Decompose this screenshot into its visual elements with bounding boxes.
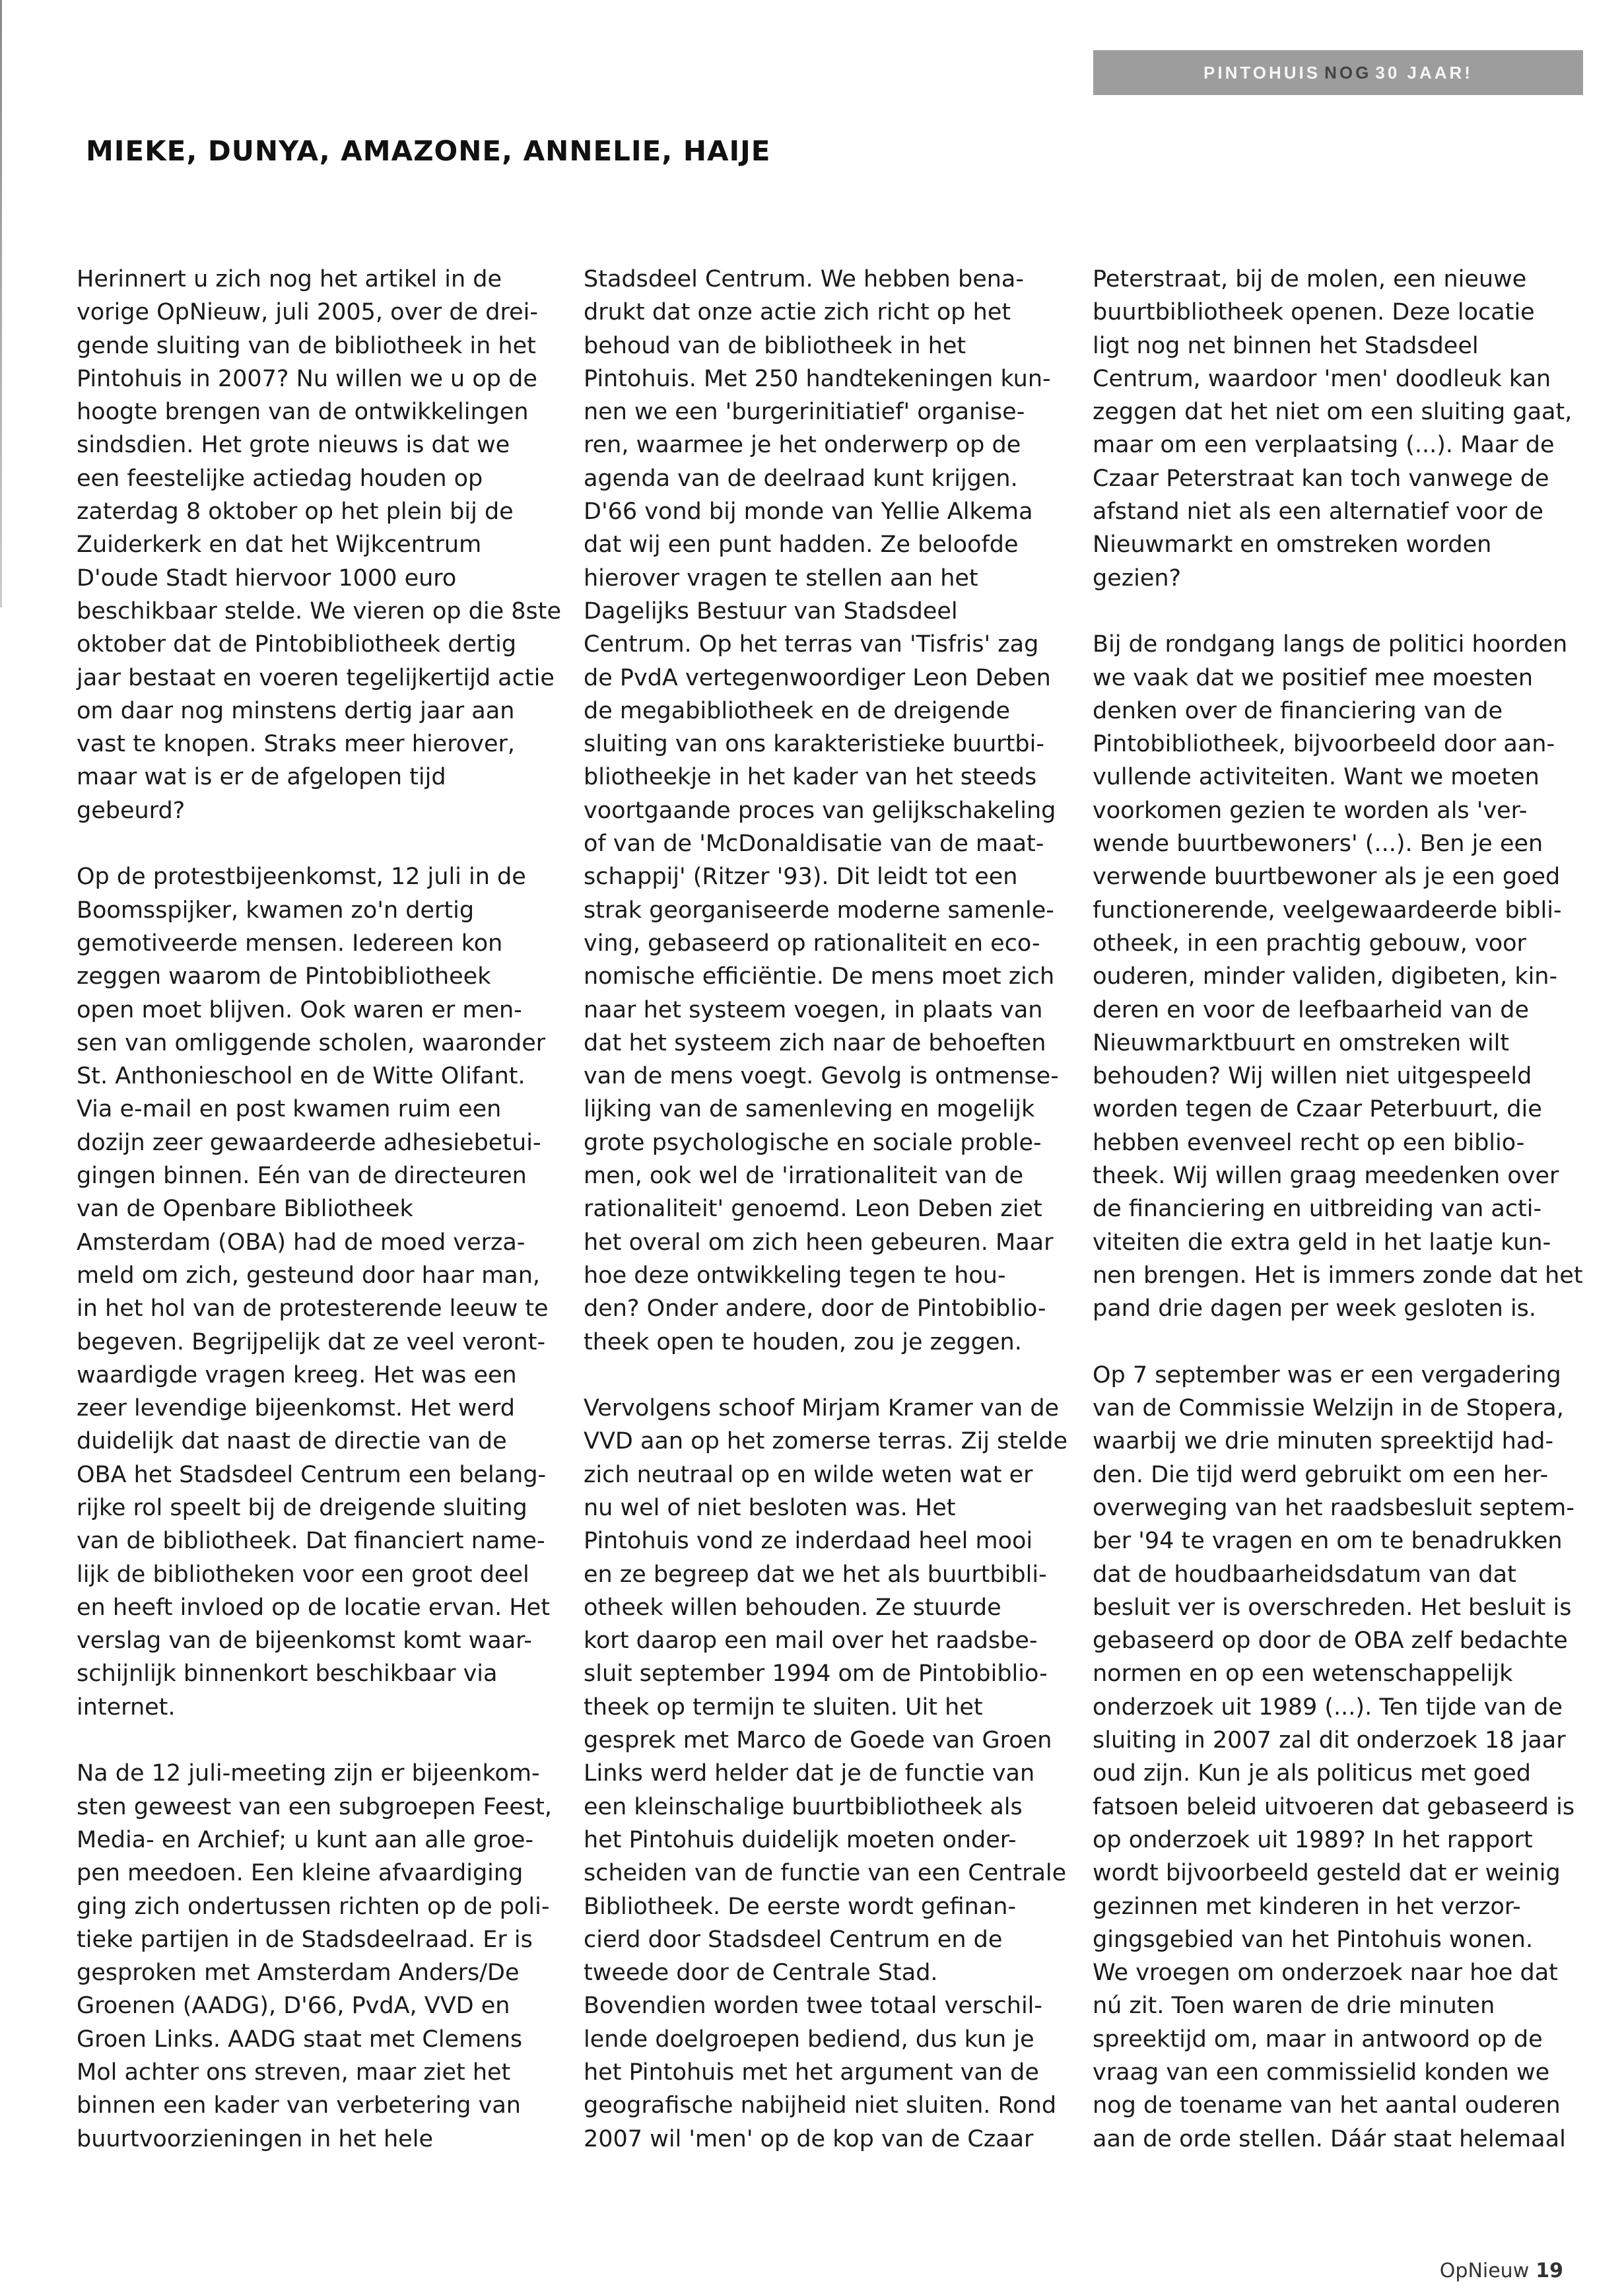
body-text-line: gezinnen met kinderen in het verzor-: [1093, 1893, 1521, 1920]
body-text-line: naar het systeem voegen, in plaats van: [584, 996, 1043, 1023]
body-text-line: Nieuwmarktbuurt en omstreken wilt: [1093, 1029, 1510, 1056]
article-title: MIEKE, DUNYA, AMAZONE, ANNELIE, HAIJE: [86, 135, 771, 167]
body-text-line: Groen Links. AADG staat met Clemens: [77, 2026, 523, 2053]
body-text-line: oud zijn. Kun je als politicus met goed: [1093, 1760, 1531, 1787]
body-text-line: agenda van de deelraad kunt krijgen.: [584, 465, 1018, 492]
body-text-line: Bovendien worden twee totaal verschil-: [584, 1993, 1043, 2020]
body-text-line: of van de 'McDonaldisatie van de maat-: [584, 831, 1044, 858]
body-text-line: We vroegen om onderzoek naar hoe dat: [1093, 1960, 1558, 1987]
body-text-line: nog de toename van het aantal ouderen: [1093, 2092, 1561, 2119]
body-text-line: sen van omliggende scholen, waaronder: [77, 1029, 546, 1056]
body-text-line: sindsdien. Het grote nieuws is dat we: [77, 432, 510, 459]
body-text-line: overweging van het raadsbesluit septem-: [1093, 1494, 1574, 1521]
body-text-line: ren, waarmee je het onderwerp op de: [584, 432, 1021, 459]
body-text-line: Pintobibliotheek, bijvoorbeeld door aan-: [1093, 731, 1555, 758]
body-text-line: scheiden van de functie van een Centrale: [584, 1860, 1067, 1887]
body-text-line: afstand niet als een alternatief voor de: [1093, 498, 1543, 526]
body-text-line: besluit ver is overschreden. Het besluit is: [1093, 1594, 1572, 1621]
body-text-line: Na de 12 juli-meeting zijn er bijeenkom-: [77, 1760, 540, 1787]
body-text-line: jaar bestaat en voeren tegelijkertijd actie: [77, 664, 555, 691]
section-banner-part2: 30 JAAR!: [1375, 62, 1473, 83]
body-text-line: Groenen (AADG), D'66, PvdA, VVD en: [77, 1993, 510, 2020]
body-text-line: schijnlijk binnenkort beschikbaar via: [77, 1660, 498, 1688]
section-banner-part1: PINTOHUIS: [1203, 62, 1321, 83]
body-text-line: duidelijk dat naast de directie van de: [77, 1428, 507, 1455]
body-text-line: nen brengen. Het is immers zonde dat het: [1093, 1262, 1583, 1289]
body-text-line: hoogte brengen van de ontwikkelingen: [77, 399, 529, 426]
body-text-line: wende buurtbewoners' (...). Ben je een: [1093, 831, 1543, 858]
body-text-line: St. Anthonieschool en de Witte Olifant.: [77, 1063, 525, 1090]
body-text-line: otheek willen behouden. Ze stuurde: [584, 1594, 1001, 1621]
body-text-line: in het hol van de protesterende leeuw te: [77, 1295, 549, 1322]
body-text-line: pen meedoen. Een kleine afvaardiging: [77, 1860, 524, 1887]
body-text-line: vast te knopen. Straks meer hierover,: [77, 731, 515, 758]
body-text-line: Czaar Peterstraat kan toch vanwege de: [1093, 465, 1549, 492]
body-text-line: sluiting van ons karakteristieke buurtbi-: [584, 731, 1045, 758]
body-text-line: strak georganiseerde moderne samenle-: [584, 897, 1054, 924]
body-text-line: hoe deze ontwikkeling tegen te hou-: [584, 1262, 1006, 1289]
body-text-line: grote psychologische en sociale proble-: [584, 1129, 1042, 1156]
paragraph-gap: [1093, 1326, 1581, 1359]
body-text-line: nu wel of niet besloten was. Het: [584, 1494, 956, 1521]
body-text-line: en heeft invloed op de locatie ervan. Het: [77, 1594, 550, 1621]
paragraph-gap: [77, 1724, 565, 1757]
body-text-line: Nieuwmarkt en omstreken worden: [1093, 531, 1492, 559]
body-text-line: het Pintohuis duidelijk moeten onder-: [584, 1826, 1017, 1853]
body-text-line: vorige OpNieuw, juli 2005, over de drei-: [77, 299, 538, 326]
body-text-line: vullende activiteiten. Want we moeten: [1093, 764, 1539, 791]
body-text-line: Stadsdeel Centrum. We hebben bena-: [584, 266, 1024, 292]
body-text-line: een feestelijke actiedag houden op: [77, 465, 483, 492]
body-text-line: nomische efficiëntie. De mens moet zich: [584, 963, 1055, 990]
body-text-line: ving, gebaseerd op rationaliteit en eco-: [584, 930, 1040, 957]
body-text-line: fatsoen beleid uitvoeren dat gebaseerd is: [1093, 1793, 1575, 1820]
body-text-line: Centrum. Op het terras van 'Tisfris' zag: [584, 631, 1039, 658]
paragraph-gap: [77, 827, 565, 860]
body-text-line: op onderzoek uit 1989? In het rapport: [1093, 1826, 1533, 1853]
body-text-line: theek. Wij willen graag meedenken over: [1093, 1163, 1559, 1190]
body-text-line: open moet blijven. Ook waren er men-: [77, 996, 522, 1023]
body-text-line: het overal om zich heen gebeuren. Maar: [584, 1229, 1054, 1256]
body-text-line: buurtvoorzieningen in het hele: [77, 2125, 433, 2152]
body-text-line: begeven. Begrijpelijk dat ze veel veront-: [77, 1328, 546, 1355]
body-text-line: maar om een verplaatsing (...). Maar de: [1093, 432, 1555, 459]
body-text-line: Links werd helder dat je de functie van: [584, 1760, 1035, 1787]
body-text-line: Media- en Archief; u kunt aan alle groe-: [77, 1826, 534, 1853]
body-text-line: de megabibliotheek en de dreigende: [584, 697, 1011, 724]
body-text-line: rijke rol speelt bij de dreigende sluiting: [77, 1494, 527, 1521]
body-text-line: de financiering en uitbreiding van acti-: [1093, 1196, 1542, 1223]
paragraph-gap: [1093, 595, 1581, 628]
body-text-line: behoud van de bibliotheek in het: [584, 332, 966, 359]
body-text-line: spreektijd om, maar in antwoord op de: [1093, 2026, 1543, 2053]
body-text-line: bliotheekje in het kader van het steeds: [584, 764, 1037, 791]
body-text-line: gezien?: [1093, 565, 1182, 592]
body-text-line: functionerende, veelgewaardeerde bibli-: [1093, 897, 1562, 924]
body-text-line: van de bibliotheek. Dat financiert name-: [77, 1528, 545, 1555]
page-number: 19: [1536, 2259, 1563, 2282]
body-text-line: D'66 vond bij monde van Yellie Alkema: [584, 498, 1033, 526]
body-text-line: Boomsspijker, kwamen zo'n dertig: [77, 897, 475, 924]
body-text-line: van de Commissie Welzijn in de Stopera,: [1093, 1395, 1564, 1422]
body-text-line: oktober dat de Pintobibliotheek dertig: [77, 631, 517, 658]
body-text-line: ouderen, minder validen, digibeten, kin-: [1093, 963, 1558, 990]
section-banner: [1093, 50, 1583, 95]
body-text-line: worden tegen de Czaar Peterbuurt, die: [1093, 1096, 1542, 1123]
body-text-line: buurtbibliotheek openen. Deze locatie: [1093, 299, 1535, 326]
body-text-line: deren en voor de leefbaarheid van de: [1093, 996, 1529, 1023]
body-text-line: schappij' (Ritzer '93). Dit leidt tot een: [584, 864, 1018, 891]
body-text-line: zaterdag 8 oktober op het plein bij de: [77, 498, 514, 526]
body-text-line: hebben evenveel recht op een biblio-: [1093, 1129, 1525, 1156]
body-text-line: de PvdA vertegenwoordiger Leon Deben: [584, 664, 1051, 691]
body-text-line: sluiting in 2007 zal dit onderzoek 18 jaar: [1093, 1727, 1566, 1754]
body-text-line: binnen een kader van verbetering van: [77, 2092, 521, 2119]
body-text-line: 2007 wil 'men' op de kop van de Czaar: [584, 2125, 1034, 2152]
body-text-line: den? Onder andere, door de Pintobiblio-: [584, 1295, 1046, 1322]
body-text-line: voortgaande proces van gelijkschakeling: [584, 797, 1056, 824]
page-footer: [1440, 2259, 1563, 2282]
body-text-line: otheek, in een prachtig gebouw, voor: [1093, 930, 1526, 957]
body-text-line: cierd door Stadsdeel Centrum en de: [584, 1926, 1003, 1953]
body-text-line: tweede door de Centrale Stad.: [584, 1960, 938, 1987]
body-text-line: rationaliteit' genoemd. Leon Deben ziet: [584, 1196, 1042, 1223]
body-text-line: gingen binnen. Eén van de directeuren: [77, 1163, 527, 1190]
body-text-line: Peterstraat, bij de molen, een nieuwe: [1093, 266, 1527, 292]
body-text-line: viteiten die extra geld in het laatje kun-: [1093, 1229, 1551, 1256]
body-text-line: kort daarop een mail over het raadsbe-: [584, 1627, 1038, 1655]
body-text-line: we vaak dat we positief mee moesten: [1093, 664, 1534, 691]
body-text-line: voorkomen gezien te worden als 'ver-: [1093, 797, 1528, 824]
body-text-line: meld om zich, gesteund door haar man,: [77, 1262, 541, 1289]
body-text-line: den. Die tijd werd gebruikt om een her-: [1093, 1461, 1549, 1488]
body-text-line: aan de orde stellen. Dáár staat helemaal: [1093, 2125, 1566, 2152]
paragraph-gap: [584, 1359, 1072, 1392]
body-text-line: OBA het Stadsdeel Centrum een belang-: [77, 1461, 547, 1488]
body-text-line: gende sluiting van de bibliotheek in het: [77, 332, 536, 359]
scan-margin-mark: [0, 0, 2, 607]
body-text-line: VVD aan op het zomerse terras. Zij stelde: [584, 1428, 1068, 1455]
body-text-line: ging zich ondertussen richten op de poli-: [77, 1893, 550, 1920]
body-text-line: Op 7 september was er een vergadering: [1093, 1361, 1561, 1388]
body-text-line: Zuiderkerk en dat het Wijkcentrum: [77, 531, 482, 559]
body-text-line: dat de houdbaarheidsdatum van dat: [1093, 1561, 1516, 1588]
body-text-line: waarbij we drie minuten spreektijd had-: [1093, 1428, 1554, 1455]
body-text-line: theek op termijn te sluiten. Uit het: [584, 1694, 983, 1721]
body-text-line: waardigde vragen kreeg. Het was een: [77, 1361, 517, 1388]
body-text-line: internet.: [77, 1694, 176, 1721]
body-text-line: gebeurd?: [77, 797, 186, 824]
body-text-line: Vervolgens schoof Mirjam Kramer van de: [584, 1395, 1060, 1422]
body-text-line: Pintohuis vond ze inderdaad heel mooi: [584, 1528, 1033, 1555]
body-text-line: gemotiveerde mensen. Iedereen kon: [77, 930, 503, 957]
body-text-line: tieke partijen in de Stadsdeelraad. Er is: [77, 1926, 533, 1953]
body-text-line: normen en op een wetenschappelijk: [1093, 1660, 1513, 1688]
body-text-line: wordt bijvoorbeeld gesteld dat er weinig: [1093, 1860, 1561, 1887]
body-text-line: van de mens voegt. Gevolg is ontmense-: [584, 1063, 1059, 1090]
body-text-line: gingsgebied van het Pintohuis wonen.: [1093, 1926, 1534, 1953]
body-text-line: Dagelijks Bestuur van Stadsdeel: [584, 598, 958, 625]
body-text-line: om daar nog minstens dertig jaar aan: [77, 697, 515, 724]
body-text-line: sten geweest van een subgroepen Feest,: [77, 1793, 553, 1820]
body-text-line: drukt dat onze actie zich richt op het: [584, 299, 1011, 326]
body-text-line: ber '94 te vragen en om te benadrukken: [1093, 1528, 1563, 1555]
body-text-line: lijking van de samenleving en mogelijk: [584, 1096, 1035, 1123]
body-text-line: lende doelgroepen bediend, dus kun je: [584, 2026, 1034, 2053]
body-text-line: Pintohuis. Met 250 handtekeningen kun-: [584, 365, 1051, 392]
body-text-line: geografische nabijheid niet sluiten. Rond: [584, 2092, 1057, 2119]
body-text-line: gesprek met Marco de Goede van Groen: [584, 1727, 1052, 1754]
body-text-line: hierover vragen te stellen aan het: [584, 565, 978, 592]
body-text-line: Pintohuis in 2007? Nu willen we u op de: [77, 365, 537, 392]
body-text-line: nú zit. Toen waren de drie minuten: [1093, 1993, 1495, 2020]
body-text-line: zeer levendige bijeenkomst. Het werd: [77, 1395, 515, 1422]
body-text-line: men, ook wel de 'irrationaliteit van de: [584, 1163, 1024, 1190]
body-text-line: van de Openbare Bibliotheek: [77, 1196, 413, 1223]
body-text-line: theek open te houden, zou je zeggen.: [584, 1328, 1022, 1355]
body-text-line: zeggen waarom de Pintobibliotheek: [77, 963, 491, 990]
body-text-line: pand drie dagen per week gesloten is.: [1093, 1295, 1537, 1322]
magazine-name: OpNieuw: [1439, 2259, 1530, 2282]
body-text-line: zich neutraal op en wilde weten wat er: [584, 1461, 1033, 1488]
body-text-line: zeggen dat het niet om een sluiting gaat,: [1093, 399, 1573, 426]
body-text-line: ligt nog net binnen het Stadsdeel: [1093, 332, 1479, 359]
body-text-line: dat het systeem zich naar de behoeften: [584, 1029, 1046, 1056]
body-text-line: sluit september 1994 om de Pintobiblio-: [584, 1660, 1048, 1688]
body-text-line: vraag van een commissielid konden we: [1093, 2059, 1550, 2086]
text-column-3: [1093, 263, 1581, 2156]
body-text-line: een kleinschalige buurtbibliotheek als: [584, 1793, 1023, 1820]
body-text-line: gesproken met Amsterdam Anders/De: [77, 1960, 520, 1987]
body-text-line: nen we een 'burgerinitiatief' organise-: [584, 399, 1025, 426]
body-text-line: het Pintohuis met het argument van de: [584, 2059, 1039, 2086]
body-text-line: beschikbaar stelde. We vieren op die 8ste: [77, 598, 562, 625]
body-text-line: dat wij een punt hadden. Ze beloofde: [584, 531, 1019, 559]
body-text-line: Centrum, waardoor 'men' doodleuk kan: [1093, 365, 1551, 392]
body-text-line: dozijn zeer gewaardeerde adhesiebetui-: [77, 1129, 541, 1156]
text-column-1: [77, 263, 565, 2156]
body-text-line: Mol achter ons streven, maar ziet het: [77, 2059, 511, 2086]
body-text-line: denken over de financiering van de: [1093, 697, 1503, 724]
body-text-line: verwende buurtbewoner als je een goed: [1093, 864, 1561, 891]
section-banner-emphasis: NOG: [1324, 62, 1372, 83]
body-text-line: lijk de bibliotheken voor een groot deel: [77, 1561, 529, 1588]
body-text-line: maar wat is er de afgelopen tijd: [77, 764, 446, 791]
body-text-line: Amsterdam (OBA) had de moed verza-: [77, 1229, 525, 1256]
body-text-line: Bij de rondgang langs de politici hoorden: [1093, 631, 1568, 658]
body-text-line: gebaseerd op door de OBA zelf bedachte: [1093, 1627, 1568, 1655]
body-text-line: verslag van de bijeenkomst komt waar-: [77, 1627, 532, 1655]
body-text-line: onderzoek uit 1989 (...). Ten tijde van de: [1093, 1694, 1563, 1721]
body-text-line: en ze begreep dat we het als buurtbibli-: [584, 1561, 1047, 1588]
body-text-line: Op de protestbijeenkomst, 12 juli in de: [77, 864, 526, 891]
body-text-line: D'oude Stadt hiervoor 1000 euro: [77, 565, 457, 592]
body-text-line: Herinnert u zich nog het artikel in de: [77, 266, 502, 292]
text-column-2: [584, 263, 1072, 2156]
body-text-line: Via e-mail en post kwamen ruim een: [77, 1096, 502, 1123]
body-text-line: Bibliotheek. De eerste wordt gefinan-: [584, 1893, 1017, 1920]
body-text-line: behouden? Wij willen niet uitgespeeld: [1093, 1063, 1532, 1090]
